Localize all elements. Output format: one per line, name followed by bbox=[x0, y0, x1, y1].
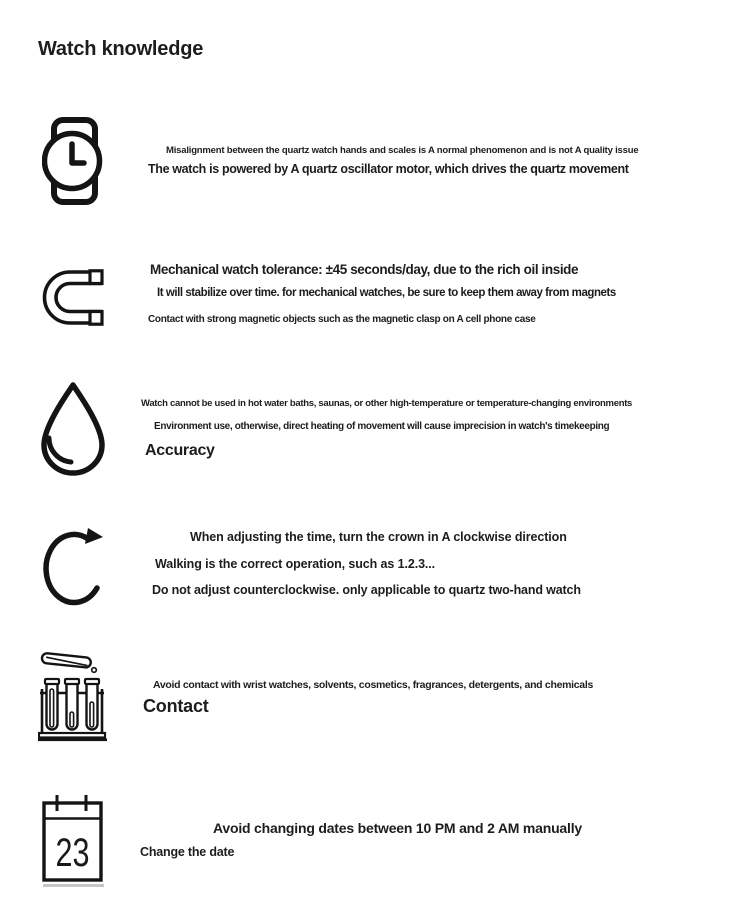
date-note-change: Change the date bbox=[140, 845, 235, 859]
magnet-icon bbox=[40, 269, 105, 326]
chemicals-note: Avoid contact with wrist watches, solvents, cosmetics, fragrances, detergents, and chemicals bbox=[153, 679, 593, 691]
calendar-icon bbox=[42, 795, 103, 883]
water-drop-icon bbox=[39, 381, 107, 476]
watch-icon bbox=[42, 117, 105, 205]
page-title: Watch knowledge bbox=[38, 38, 204, 60]
temperature-note-small: Watch cannot be used in hot water baths, saunas, or other high-temperature or temperature-changing environments bbox=[141, 398, 633, 409]
temperature-note-main: Environment use, otherwise, direct heating of movement will cause imprecision in watch's timekeeping bbox=[154, 421, 610, 432]
magnet-note-tolerance: Mechanical watch tolerance: ±45 seconds/day, due to the rich oil inside bbox=[150, 262, 579, 277]
crown-note-clockwise: When adjusting the time, turn the crown in A clockwise direction bbox=[190, 530, 567, 544]
magnet-note-contact: Contact with strong magnetic objects such as the magnetic clasp on A cell phone case bbox=[148, 314, 536, 325]
test-tubes-icon bbox=[38, 650, 108, 742]
clockwise-arrow-icon bbox=[42, 528, 105, 606]
date-note-avoid: Avoid changing dates between 10 PM and 2 AM manually bbox=[213, 820, 582, 836]
quartz-note-main: The watch is powered by A quartz oscillator motor, which drives the quartz movement bbox=[148, 162, 629, 176]
crown-note-walking: Walking is the correct operation, such as 1.2.3... bbox=[155, 557, 436, 571]
contact-heading: Contact bbox=[143, 696, 209, 716]
quartz-note-small: Misalignment between the quartz watch hands and scales is A normal phenomenon and is not A quality issue bbox=[166, 145, 639, 156]
calendar-shadow bbox=[43, 884, 104, 887]
magnet-note-stabilize: It will stabilize over time. for mechanical watches, be sure to keep them away from magnets bbox=[157, 287, 616, 299]
accuracy-heading: Accuracy bbox=[145, 442, 215, 459]
crown-note-counterclockwise: Do not adjust counterclockwise. only applicable to quartz two-hand watch bbox=[152, 583, 581, 597]
calendar-day-number: 23 bbox=[55, 831, 90, 875]
